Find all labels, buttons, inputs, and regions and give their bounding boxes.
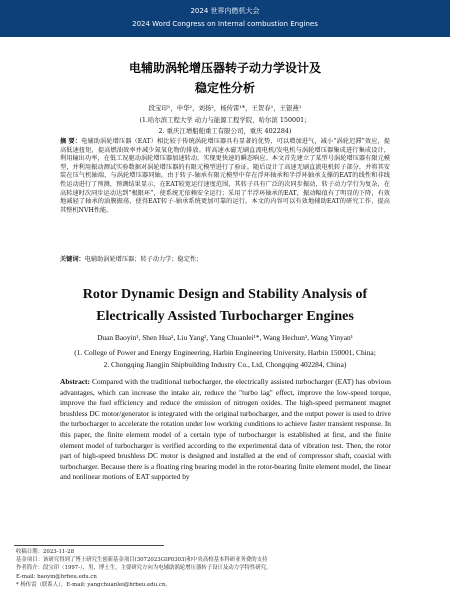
cn-abstract-text: 电辅助涡轮增压器（EAT）相比较于传统涡轮增压器具有显著的优势，可以增加进气，减小“涡轮迟滞”效应，提高低速扭矩，提高燃油效率并减少氮氧化物的排放。将高速永磁无刷直流电机/发电机与涡轮增压器集成进行集成设计，利用输出功率，在低工况驱动涡轮增压器加速转动，实现更快速的瞬态响应。本文首先建立了某型号涡轮增压器有限元模型，并利用振动测试实验数据对涡轮增压器的有限元模型进行了验证。随后设计了高速无刷直流电机转子部分，并将其安装在压气机轴端，与涡轮增压器同轴。由于转子-轴承有限元模型中存在浮环轴承和半浮环轴承支撑的EAT的线性和非线性运动进行了预测，预测结果显示，在EAT较宽运行速度范围，其转子具有广泛的次同步振动，转子动力学行为复杂，在高转速时次同步运动达到“极限环”，使系统无依赖安全运行；采用了半浮环轴承的EAT，振动幅值有了明显的下降，有效地减轻了轴承的油膜振荡，使得EAT转子-轴承系统更加可靠的运行。本文的内容可以有效地辅助EAT的研究工作，提高其整机NVH性能。	[60, 138, 390, 214]
conference-banner	[0, 0, 450, 37]
cn-keywords-label: 关键词：	[60, 256, 85, 263]
cn-authors: 段宝印¹，申华²，刘扬²，杨传雷¹*，王贺春¹，王银燕¹	[148, 104, 302, 112]
cn-abstract-label: 摘 要：	[60, 138, 82, 145]
footnote-author-bio: 作者简介：段宝印（1997-），男，博士生，主要研究方向为电辅助涡轮增压器转子设计及动力学特性研究。	[16, 565, 272, 572]
en-authors: Duan Baoyin¹, Shen Hua², Liu Yang², Yang Chuanlei¹*, Wang Hechun¹, Wang Yinyan¹	[97, 333, 353, 342]
footnote-fund: 基金项目：该研究得到了博士研究生创新基金项目(3072023GIP0303)和中央高校基本科研业务费的支持	[16, 557, 268, 564]
footnotes	[16, 548, 436, 589]
conference-name-en: 2024 Word Congress on Internal combustion Engines	[132, 20, 318, 28]
conference-name-cn: 2024 世界内燃机大会	[190, 7, 260, 15]
cn-title-line1: 电辅助涡轮增压器转子动力学设计及	[128, 61, 321, 75]
en-abstract-label: Abstract:	[60, 377, 90, 386]
cn-abstract	[60, 138, 390, 215]
cn-keywords-text: 电辅助涡轮增压器；转子动力学；稳定性；	[84, 256, 203, 263]
en-abstract-text: Compared with the traditional turbocharger, the electrically assisted turbocharger (EAT) has obvious advantages, which can increase the intake air, reduce the "turbo lag" effect, improve the low-speed torque, improve the fuel efficiency and reduce the emission of nitrogen oxides. The high-speed permanent magnet brushless DC motor/generator is integrated with the original turbocharger, and the output power is used to drive the turbocharger to accelerate the rotation under low working conditions to achieve faster transient response. In this paper, the finite element model of a certain type of turbocharger is established at first, and the finite element model of turbocharger is verified according to the experimental data of vibration test. Then, the rotor part of high-speed brushless DC motor is designed and installed at the end of compressor shaft, coaxial with turbocharger. Because there is a floating ring bearing model in the rotor-bearing finite element model, the linear and nonlinear motions of EAT supported by	[60, 377, 391, 482]
footnote-divider	[14, 545, 164, 546]
en-title-line1: Rotor Dynamic Design and Stability Analysis of	[82, 287, 368, 302]
cn-title-line2: 稳定性分析	[194, 81, 255, 95]
en-affiliation-1: (1. College of Power and Energy Engineering, Harbin Engineering University, Harbin 150001, China;	[74, 348, 376, 357]
cn-keywords	[60, 254, 390, 263]
en-title-line2: Electrically Assisted Turbocharger Engines	[96, 309, 354, 324]
en-abstract	[60, 377, 391, 483]
cn-affiliation-2: 2. 重庆江增船舶重工有限公司，重庆 402284)	[158, 127, 292, 135]
footnote-corresponding: * 杨传雷（联系人），E-mail: yangchuanlei@hrbeu.edu.cn。	[16, 581, 171, 588]
footnote-author-email: E-mail: baoyin@hrbeu.edu.cn	[16, 573, 97, 580]
footnote-received: 收稿日期：2023-11-28	[16, 549, 75, 555]
en-affiliation-2: 2. Chongqing Jiangjin Shipbuilding Industry Co., Ltd, Chongqing 402284, China)	[103, 360, 347, 369]
cn-affiliation-1: (1.哈尔滨工程大学 动力与能源工程学院，哈尔滨 150001；	[139, 116, 311, 124]
